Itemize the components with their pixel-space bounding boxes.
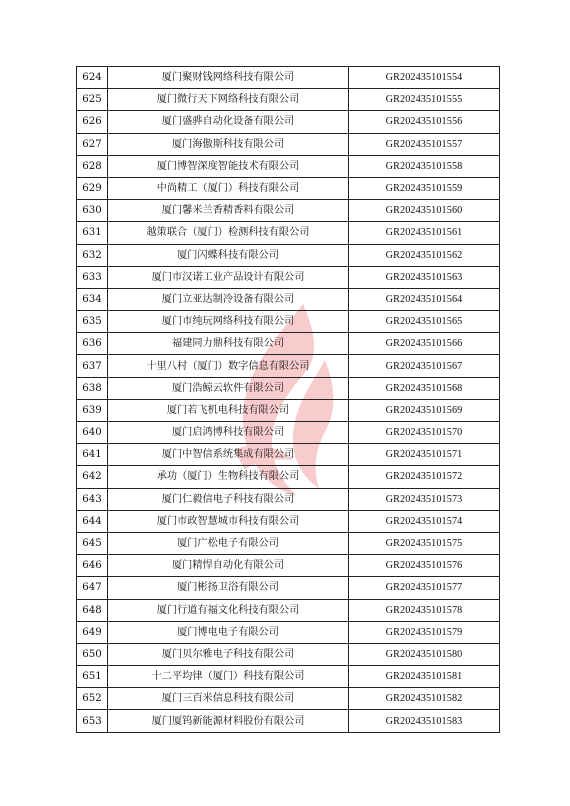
table-row xyxy=(77,89,500,111)
certificate-code: GR202435101559 xyxy=(349,177,500,199)
certificate-code: GR202435101561 xyxy=(349,222,500,244)
row-number: 639 xyxy=(77,399,108,421)
table-row xyxy=(77,244,500,266)
certificate-code: GR202435101565 xyxy=(349,311,500,333)
company-name: 越策联合（厦门）检测科技有限公司 xyxy=(108,222,349,244)
row-number: 635 xyxy=(77,311,108,333)
table-row xyxy=(77,377,500,399)
row-number: 651 xyxy=(77,666,108,688)
certificate-code: GR202435101567 xyxy=(349,355,500,377)
table-row xyxy=(77,555,500,577)
company-name: 厦门馨米兰香精香料有限公司 xyxy=(108,200,349,222)
row-number: 628 xyxy=(77,155,108,177)
certificate-code: GR202435101560 xyxy=(349,200,500,222)
certificate-code: GR202435101580 xyxy=(349,643,500,665)
company-name: 承功（厦门）生物科技有限公司 xyxy=(108,466,349,488)
company-table xyxy=(76,66,500,733)
company-name: 厦门贝尔雅电子科技有限公司 xyxy=(108,643,349,665)
row-number: 636 xyxy=(77,333,108,355)
company-name: 厦门行道有福文化科技有限公司 xyxy=(108,599,349,621)
table-row xyxy=(77,466,500,488)
company-table-body xyxy=(77,67,500,733)
company-name: 厦门仁毅信电子科技有限公司 xyxy=(108,488,349,510)
certificate-code: GR202435101554 xyxy=(349,67,500,89)
company-name: 厦门闪蝶科技有限公司 xyxy=(108,244,349,266)
company-name: 厦门聚财钱网络科技有限公司 xyxy=(108,67,349,89)
table-row xyxy=(77,643,500,665)
row-number: 630 xyxy=(77,200,108,222)
certificate-code: GR202435101570 xyxy=(349,422,500,444)
certificate-code: GR202435101558 xyxy=(349,155,500,177)
table-row xyxy=(77,111,500,133)
table-row xyxy=(77,599,500,621)
company-name: 厦门精悍自动化有限公司 xyxy=(108,555,349,577)
certificate-code: GR202435101563 xyxy=(349,266,500,288)
certificate-code: GR202435101574 xyxy=(349,510,500,532)
table-row xyxy=(77,532,500,554)
row-number: 633 xyxy=(77,266,108,288)
certificate-code: GR202435101562 xyxy=(349,244,500,266)
table-row xyxy=(77,621,500,643)
table-row xyxy=(77,200,500,222)
row-number: 640 xyxy=(77,422,108,444)
row-number: 644 xyxy=(77,510,108,532)
company-name: 厦门立亚达制冷设备有限公司 xyxy=(108,288,349,310)
row-number: 642 xyxy=(77,466,108,488)
table-row xyxy=(77,67,500,89)
company-name: 厦门彬扬卫浴有限公司 xyxy=(108,577,349,599)
company-name: 厦门若飞机电科技有限公司 xyxy=(108,399,349,421)
row-number: 647 xyxy=(77,577,108,599)
company-name: 福建同力鼎科技有限公司 xyxy=(108,333,349,355)
table-row xyxy=(77,422,500,444)
row-number: 645 xyxy=(77,532,108,554)
row-number: 634 xyxy=(77,288,108,310)
row-number: 646 xyxy=(77,555,108,577)
certificate-code: GR202435101568 xyxy=(349,377,500,399)
table-row xyxy=(77,266,500,288)
certificate-code: GR202435101579 xyxy=(349,621,500,643)
company-name: 厦门浩鲸云软件有限公司 xyxy=(108,377,349,399)
table-row xyxy=(77,222,500,244)
table-row xyxy=(77,510,500,532)
row-number: 631 xyxy=(77,222,108,244)
certificate-code: GR202435101573 xyxy=(349,488,500,510)
row-number: 629 xyxy=(77,177,108,199)
row-number: 632 xyxy=(77,244,108,266)
certificate-code: GR202435101576 xyxy=(349,555,500,577)
company-name: 厦门博智深度智能技术有限公司 xyxy=(108,155,349,177)
table-row xyxy=(77,133,500,155)
row-number: 637 xyxy=(77,355,108,377)
certificate-code: GR202435101581 xyxy=(349,666,500,688)
company-name: 厦门厦钨新能源材料股份有限公司 xyxy=(108,710,349,732)
certificate-code: GR202435101569 xyxy=(349,399,500,421)
company-name: 十二平均律（厦门）科技有限公司 xyxy=(108,666,349,688)
row-number: 626 xyxy=(77,111,108,133)
certificate-code: GR202435101583 xyxy=(349,710,500,732)
table-row xyxy=(77,177,500,199)
company-name: 厦门三百米信息科技有限公司 xyxy=(108,688,349,710)
company-name: 中尚精工（厦门）科技有限公司 xyxy=(108,177,349,199)
table-row xyxy=(77,155,500,177)
company-name: 厦门中智信系统集成有限公司 xyxy=(108,444,349,466)
certificate-code: GR202435101578 xyxy=(349,599,500,621)
table-row xyxy=(77,577,500,599)
table-row xyxy=(77,333,500,355)
row-number: 624 xyxy=(77,67,108,89)
company-name: 十里八村（厦门）数字信息有限公司 xyxy=(108,355,349,377)
company-name: 厦门市政智慧城市科技有限公司 xyxy=(108,510,349,532)
table-row xyxy=(77,688,500,710)
certificate-code: GR202435101564 xyxy=(349,288,500,310)
table-row xyxy=(77,288,500,310)
row-number: 653 xyxy=(77,710,108,732)
company-name: 厦门微行天下网络科技有限公司 xyxy=(108,89,349,111)
table-row xyxy=(77,710,500,732)
certificate-code: GR202435101582 xyxy=(349,688,500,710)
certificate-code: GR202435101571 xyxy=(349,444,500,466)
row-number: 641 xyxy=(77,444,108,466)
row-number: 638 xyxy=(77,377,108,399)
row-number: 652 xyxy=(77,688,108,710)
row-number: 650 xyxy=(77,643,108,665)
row-number: 643 xyxy=(77,488,108,510)
table-row xyxy=(77,488,500,510)
company-name: 厦门博电电子有限公司 xyxy=(108,621,349,643)
company-name: 厦门市汉诺工业产品设计有限公司 xyxy=(108,266,349,288)
company-name: 厦门海傲斯科技有限公司 xyxy=(108,133,349,155)
company-name: 厦门广松电子有限公司 xyxy=(108,532,349,554)
certificate-code: GR202435101557 xyxy=(349,133,500,155)
row-number: 625 xyxy=(77,89,108,111)
row-number: 627 xyxy=(77,133,108,155)
company-name: 厦门启鸿博科技有限公司 xyxy=(108,422,349,444)
table-row xyxy=(77,355,500,377)
table-row xyxy=(77,311,500,333)
certificate-code: GR202435101556 xyxy=(349,111,500,133)
company-name: 厦门盛骅自动化设备有限公司 xyxy=(108,111,349,133)
certificate-code: GR202435101572 xyxy=(349,466,500,488)
row-number: 648 xyxy=(77,599,108,621)
company-name: 厦门市纯玩网络科技有限公司 xyxy=(108,311,349,333)
table-row xyxy=(77,444,500,466)
table-row xyxy=(77,399,500,421)
certificate-code: GR202435101555 xyxy=(349,89,500,111)
certificate-code: GR202435101575 xyxy=(349,532,500,554)
table-row xyxy=(77,666,500,688)
certificate-code: GR202435101577 xyxy=(349,577,500,599)
row-number: 649 xyxy=(77,621,108,643)
certificate-code: GR202435101566 xyxy=(349,333,500,355)
